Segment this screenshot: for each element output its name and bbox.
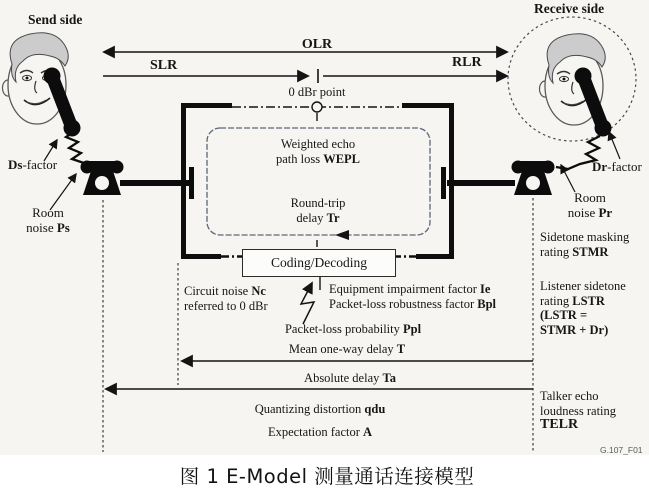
slr-label: SLR	[150, 58, 178, 73]
round-trip-delay-label: Round-trip delay Tr	[290, 196, 346, 225]
coding-decoding-label: Coding/Decoding	[271, 255, 367, 270]
mean-delay-label: Mean one-way delay T	[288, 342, 406, 356]
olr-label: OLR	[301, 37, 333, 52]
dr-factor-arrow	[609, 132, 620, 159]
zero-dbr-marker	[232, 102, 402, 121]
figure-id: G.107_F01	[600, 445, 643, 455]
room-noise-ps-label: Room noise Ps	[26, 205, 70, 235]
lightning-arrow-icon	[301, 276, 320, 324]
jack-right	[444, 167, 516, 199]
slr-arrow	[103, 69, 318, 83]
send-side-title: Send side	[28, 12, 83, 27]
echo-loop-arrowhead	[335, 230, 349, 240]
zero-dbr-label: 0 dBr point	[288, 85, 346, 99]
telr-label: Talker echo loudness rating TELR	[540, 389, 617, 432]
lstr-label: Listener sidetone rating LSTR (LSTR = STMR + Dr)	[540, 279, 626, 337]
dr-factor-label: Dr-factor	[592, 159, 642, 174]
absolute-delay-label: Absolute delay Ta	[304, 371, 396, 385]
weighted-echo-label: Weighted echo path loss WEPL	[275, 137, 361, 166]
packet-loss-probability-label: Packet-loss probability Ppl	[284, 322, 422, 336]
figure-caption: 图 1 E-Model 测量通话连接模型	[179, 465, 475, 488]
expectation-factor-label: Expectation factor A	[267, 425, 373, 439]
room-noise-pr-label: Room noise Pr	[567, 190, 613, 220]
coding-decoding-box	[242, 249, 396, 277]
stmr-label: Sidetone masking rating STMR	[540, 230, 630, 259]
send-telephone-icon	[81, 161, 124, 196]
receive-telephone-icon	[512, 161, 555, 196]
quantizing-distortion-label: Quantizing distortion qdu	[254, 402, 386, 416]
receive-side-title: Receive side	[534, 1, 605, 16]
rlr-label: RLR	[452, 55, 482, 70]
jack-left	[120, 167, 192, 199]
ds-factor-label: Ds-factor	[8, 157, 58, 172]
circuit-noise-label: Circuit noise Nc referred to 0 dBr	[184, 284, 268, 313]
equipment-impairment-label: Equipment impairment factor Ie Packet-loss robustness factor Bpl	[329, 282, 496, 311]
